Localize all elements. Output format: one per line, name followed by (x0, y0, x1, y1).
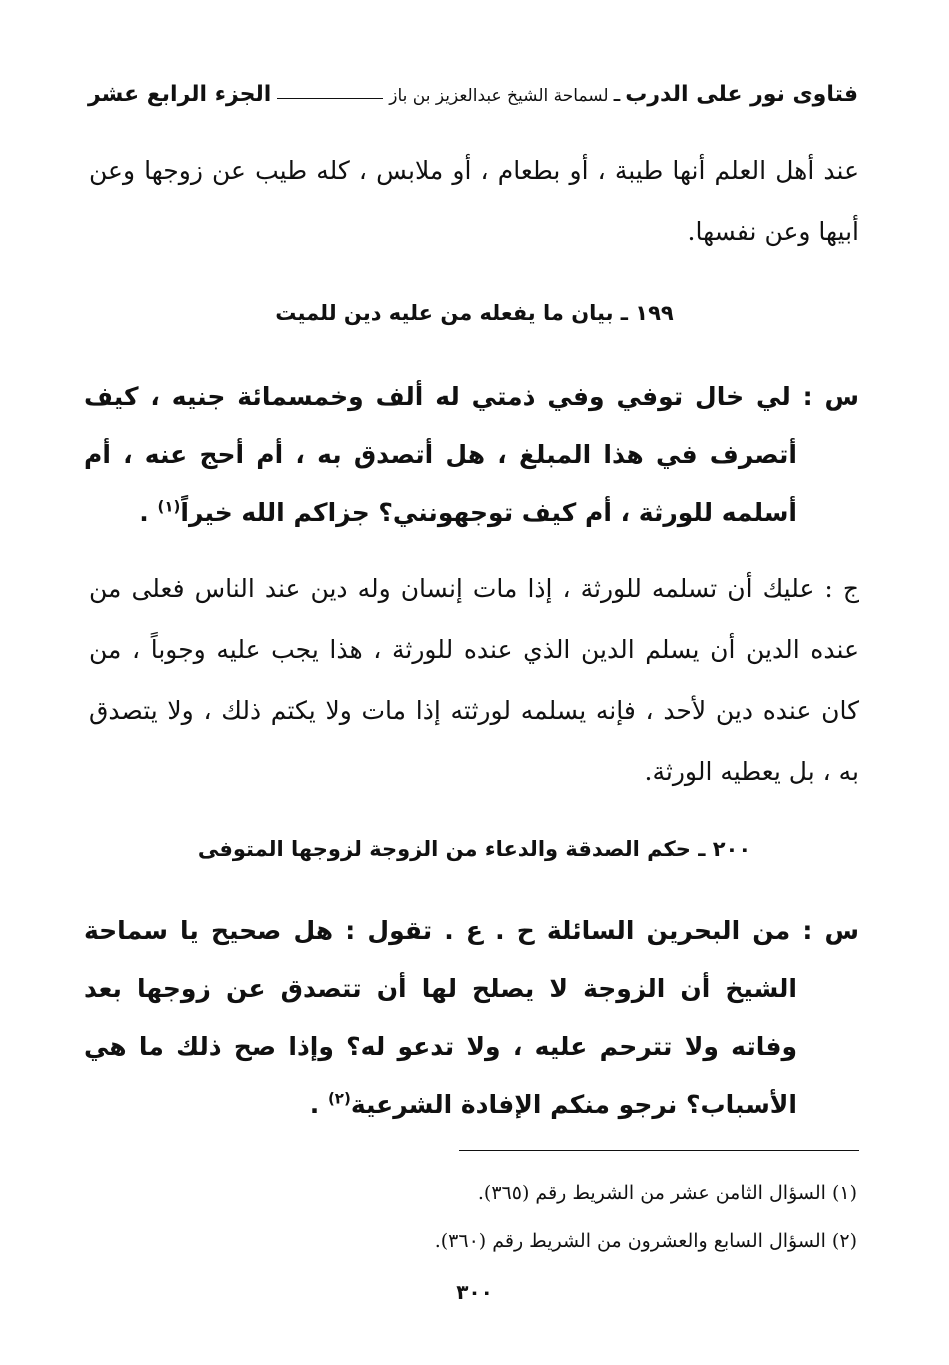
header-series-title (389, 82, 858, 107)
question-200 (84, 902, 859, 1134)
footnote-ref-1: (١) (157, 497, 181, 516)
section-heading-199: ١٩٩ ـ بيان ما يفعله من عليه دين للميت (275, 301, 674, 325)
author-name: لسماحة الشيخ عبدالعزيز بن باز (389, 85, 609, 106)
footnote-ref-2: (٢) (327, 1089, 351, 1108)
question-200-end: . (309, 1090, 328, 1119)
running-header (88, 74, 858, 114)
page-number: ٣٠٠ (456, 1280, 493, 1304)
volume-title: الجزء الرابع عشر (88, 81, 272, 107)
continuation-paragraph: عند أهل العلم أنها طيبة ، أو بطعام ، أو ملابس ، كله طيب عن زوجها وعن أبيها وعن نفسها. (89, 156, 859, 246)
question-199-end: . (139, 498, 158, 527)
question-200-text: س : من البحرين السائلة ح . ع . تقول : هل صحيح يا سماحة الشيخ أن الزوجة لا يصلح لها أن تتصدق عن زوجها بعد وفاته ولا تترحم عليه ، ولا تدعو له؟ وإذا صح ذلك ما هي الأسباب؟ نرجو منكم الإفادة الشرعية (84, 916, 859, 1119)
answer-199: ج : عليك أن تسلمه للورثة ، إذا مات إنسان وله دين عند الناس فعلى من عنده الدين أن يسلم الدين الذي عنده للورثة ، هذا يجب عليه وجوباً ، من كان عنده دين لأحد ، فإنه يسلمه لورثته إذا مات ولا يكتم ذلك ، ولا يتصدق به ، بل يعطيه الورثة. (89, 574, 859, 786)
header-separator: ـ (613, 81, 621, 107)
footnote-separator (459, 1150, 859, 1151)
series-title: فتاوى نور على الدرب (625, 81, 858, 107)
question-199-text: س : لي خال توفي وفي ذمتي له ألف وخمسمائة جنيه ، كيف أتصرف في هذا المبلغ ، هل أتصدق به ، أم أحج عنه ، أم أسلمه للورثة ، أم كيف توجهونني؟ جزاكم الله خيراً (84, 382, 859, 527)
footnote-1: (١) السؤال الثامن عشر من الشريط رقم (٣٦٥). (477, 1182, 857, 1204)
section-heading-200: ٢٠٠ ـ حكم الصدقة والدعاء من الزوجة لزوجها المتوفى (197, 837, 752, 861)
question-199 (84, 368, 859, 542)
header-rule (277, 98, 383, 99)
footnote-2: (٢) السؤال السابع والعشرون من الشريط رقم (٣٦٠). (434, 1230, 857, 1252)
